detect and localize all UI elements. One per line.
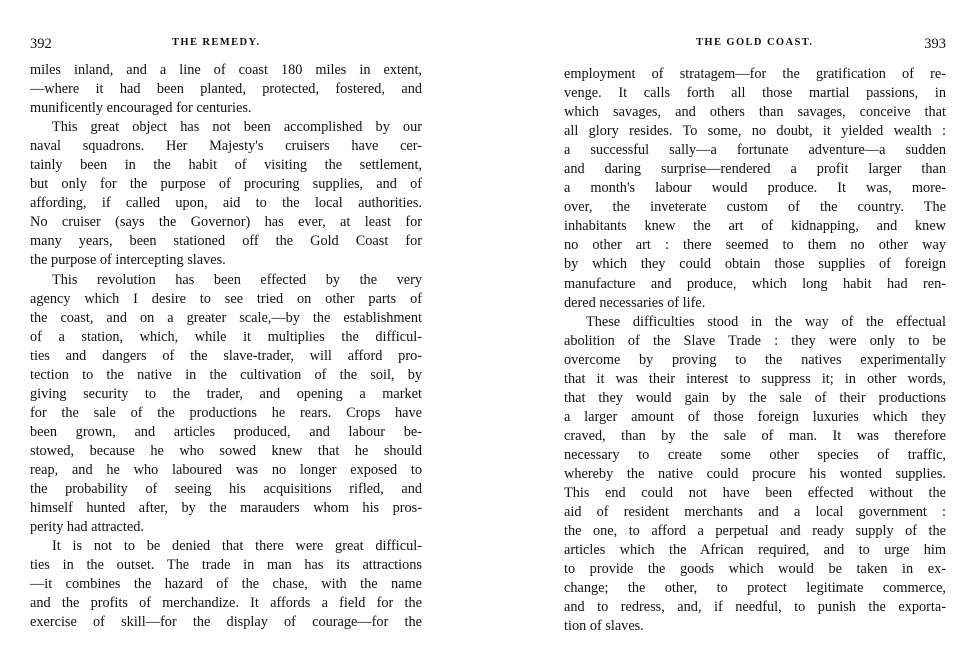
text-line: —where it had been planted, protected, fostered, and (30, 81, 422, 98)
text-line: that they would gain by the sale of their productions (564, 389, 946, 406)
text-line: ties and dangers of the slave-trader, will afford pro- (30, 347, 422, 364)
text-line: aid of resident merchants and a local government : (564, 504, 946, 521)
text-line: change; the other, to protect legitimate commerce, (564, 580, 946, 597)
text-line: the purpose of intercepting slaves. (30, 252, 226, 269)
text-line: exercise of skill—for the display of courage—for the (30, 614, 422, 631)
text-line: craved, than by the sale of man. It was therefore (564, 427, 946, 444)
text-line: tection to the native in the cultivation of the soil, by (30, 366, 422, 383)
text-line: This end could not have been effected without the (564, 485, 946, 502)
text-line: but only for the purpose of procuring supplies, and of (30, 176, 422, 193)
left-page-number: 392 (30, 36, 52, 52)
text-line: whereby the native could procure his wonted supplies. (564, 465, 946, 482)
text-line: himself hunted after, by the marauders whom his pros- (30, 500, 422, 517)
text-line: a larger amount of those foreign luxuries which they (564, 408, 946, 425)
text-line: These difficulties stood in the way of the effectual (586, 313, 946, 330)
text-line: —it combines the hazard of the chase, with the name (30, 576, 422, 593)
text-line: which savages, and others than savages, conceive that (564, 104, 946, 121)
right-running-title: THE GOLD COAST. (696, 37, 814, 48)
text-line: a month's labour would produce. It was, more- (564, 180, 946, 197)
text-line: giving security to the trader, and opening a market (30, 385, 422, 402)
text-line: all glory resides. To some, no doubt, it yielded wealth : (564, 123, 946, 140)
text-line: many years, been stationed off the Gold Coast for (30, 233, 422, 250)
text-line: perity had attracted. (30, 519, 144, 536)
text-line: dered necessaries of life. (564, 294, 706, 311)
text-line: and to redress, and, if needful, to punish the exporta- (564, 599, 946, 616)
text-line: the coast, and on a greater scale,—by the establishment (30, 309, 422, 326)
text-line: by which they could obtain those supplies of foreign (564, 256, 946, 273)
text-line: stowed, because he who sowed knew that he should (30, 442, 422, 459)
text-line: agency which I desire to see tried on other parts of (30, 290, 422, 307)
text-line: This revolution has been effected by the very (52, 271, 422, 288)
text-line: and daring surprise—rendered a profit larger than (564, 161, 946, 178)
left-page-body (30, 61, 422, 632)
right-running-head (564, 36, 946, 52)
text-line: ties in the outset. The trade in man has its attractions (30, 557, 422, 574)
text-line: miles inland, and a line of coast 180 miles in extent, (30, 62, 422, 78)
text-line: naval squadrons. Her Majesty's cruisers have cer- (30, 138, 422, 155)
text-line: employment of stratagem—for the gratification of re- (564, 66, 946, 82)
text-line: manufacture and produce, which long habit had ren- (564, 275, 946, 292)
text-line: no other art : there seemed to them no other way (564, 237, 946, 254)
text-line: tainly been in the habit of visiting the settlement, (30, 157, 422, 174)
text-line: articles which the African required, and to urge him (564, 542, 946, 559)
left-running-head (30, 36, 422, 52)
text-line: abolition of the Slave Trade : they were only to be (564, 332, 946, 349)
right-page-number: 393 (924, 36, 946, 52)
text-line: the one, to afford a perpetual and ready supply of the (564, 523, 946, 540)
text-line: inhabitants knew the art of kidnapping, and knew (564, 218, 946, 235)
text-line: This great object has not been accomplished by our (52, 119, 422, 136)
text-line: overcome by proving to the natives experimentally (564, 351, 946, 368)
text-line: for the sale of the productions he rears. Crops have (30, 404, 422, 421)
text-line: necessary to create some other species of traffic, (564, 446, 946, 463)
text-line: that it was their interest to suppress it; in other words, (564, 370, 946, 387)
text-line: It is not to be denied that there were great difficul- (52, 538, 422, 555)
text-line: and the profits of merchandize. It affords a field for the (30, 595, 422, 612)
text-line: the probability of seeing his acquisitions rifled, and (30, 481, 422, 498)
text-line: tion of slaves. (564, 618, 644, 635)
text-line: a successful sally—a fortunate adventure—a sudden (564, 142, 946, 159)
text-line: affording, if called upon, aid to the local authorities. (30, 195, 422, 212)
text-line: over, the inveterate custom of the country. The (564, 199, 946, 216)
text-line: venge. It calls forth all those martial passions, in (564, 85, 946, 102)
text-line: munificently encouraged for centuries. (30, 100, 252, 117)
text-line: No cruiser (says the Governor) has ever, at least for (30, 214, 422, 231)
left-running-title: THE REMEDY. (172, 37, 261, 48)
text-line: reap, and he who laboured was no longer exposed to (30, 461, 422, 478)
text-line: of a station, which, while it multiplies the difficul- (30, 328, 422, 345)
right-page-body (564, 65, 946, 636)
text-line: to provide the goods which would be taken in ex- (564, 561, 946, 578)
text-line: been grown, and articles produced, and labour be- (30, 423, 422, 440)
